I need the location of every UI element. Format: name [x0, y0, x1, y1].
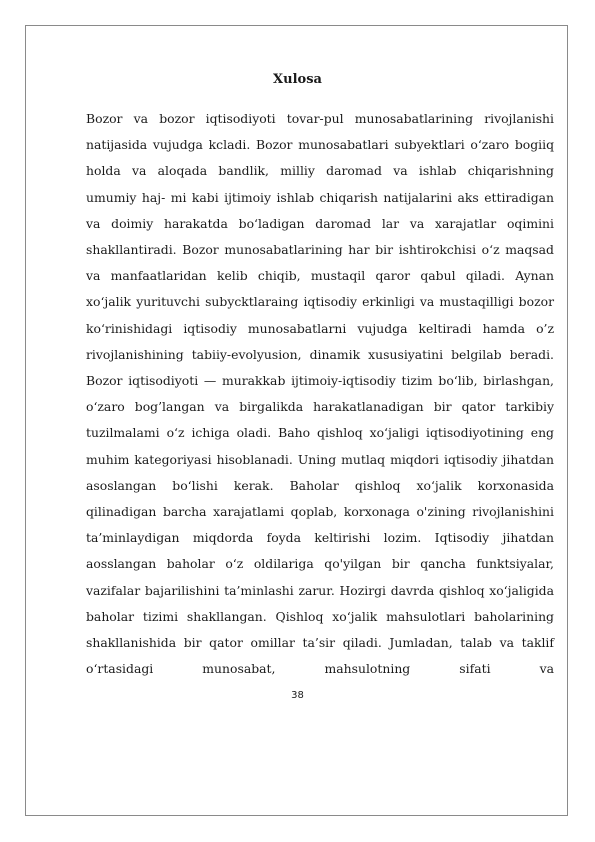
page-number: 38: [291, 690, 304, 701]
body-paragraph: Bozor va bozor iqtisodiyoti tovar-pul munosabatlarining rivojlanishi natijasida vujudga kcladi. Bozor munosabatlari subyektlari o‘zaro bogiiq holda va aloqada bandlik, milliy daromad va ishlab chiqarishning umumiy haj- mi kabi ijtimoiy ishlab chiqarish natijalarini aks ettiradigan va doimiy harakatda bo‘ladigan daromad lar va xarajatlar oqimini shakllantiradi. Bozor munosabatlarining har bir ishtirokchisi o‘z maqsad va manfaatlaridan kelib chiqib, mustaqil qaror qabul qiladi. Aynan xo‘jalik yurituvchi subycktlaraing iqtisodiy erkinligi va mustaqilligi bozor ko‘rinishidagi iqtisodiy munosabatlarni vujudga keltiradi hamda o’z rivojlanishining tabiiy-evolyusion, dinamik xususiyatini belgilab beradi. Bozor iqtisodiyoti — murakkab ijtimoiy-iqtisodiy tizim bo‘lib, birlashgan, o‘zaro bog’langan va birgalikda harakatlanadigan bir qator tarkibiy tuzilmalami o‘z ichiga oladi. Baho qishloq xo‘jaligi iqtisodiyotining eng muhim kategoriyasi hisoblanadi. Uning mutlaq miqdori iqtisodiy jihatdan asoslangan bo‘lishi kerak. Baholar qishloq xo‘jalik korxonasida qilinadigan barcha xarajatlami qoplab, korxonaga o'zining rivojlanishini ta’minlaydigan miqdorda foyda keltirishi lozim. Iqtisodiy jihatdan aosslangan baholar o‘z oldilariga qo'yilgan bir qancha funktsiyalar, vazifalar bajarilishini ta’minlashi zarur. Hozirgi davrda qishloq xo‘jaligida baholar tizimi shakllangan. Qishloq xo‘jalik mahsulotlari baholarining shakllanishida bir qator omillar ta’sir qiladi. Jumladan, talab va taklif o‘rtasidagi munosabat, mahsulotning sifati va: [86, 111, 554, 677]
page-title: Xulosa: [273, 72, 322, 87]
